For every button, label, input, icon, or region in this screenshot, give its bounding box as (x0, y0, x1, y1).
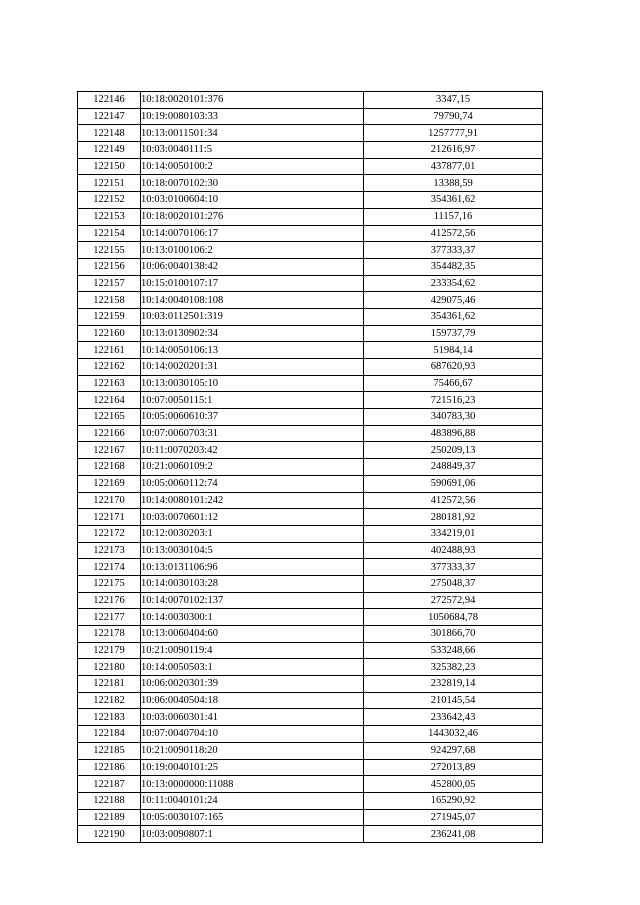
value-cell: 721516,23 (364, 392, 543, 409)
table-row (78, 776, 543, 793)
table-row (78, 108, 543, 125)
row-number-cell: 122190 (78, 826, 141, 843)
value-cell: 533248,66 (364, 642, 543, 659)
cadastral-number-cell: 10:14:0070106:17 (141, 225, 364, 242)
table-row (78, 575, 543, 592)
row-number-cell: 122148 (78, 125, 141, 142)
cadastral-number-cell: 10:13:0130902:34 (141, 325, 364, 342)
row-number-cell: 122157 (78, 275, 141, 292)
table-row (78, 275, 543, 292)
value-cell: 377333,37 (364, 242, 543, 259)
table-row (78, 792, 543, 809)
cadastral-number-cell: 10:14:0030103:28 (141, 575, 364, 592)
value-cell: 590691,06 (364, 475, 543, 492)
cadastral-number-cell: 10:13:0011501:34 (141, 125, 364, 142)
row-number-cell: 122152 (78, 192, 141, 209)
cadastral-number-cell: 10:18:0070102:30 (141, 175, 364, 192)
table-row (78, 359, 543, 376)
value-cell: 340783,30 (364, 409, 543, 426)
value-cell: 354361,62 (364, 192, 543, 209)
cadastral-number-cell: 10:14:0030300:1 (141, 609, 364, 626)
table-row (78, 192, 543, 209)
cadastral-number-cell: 10:14:0050503:1 (141, 659, 364, 676)
table-row (78, 125, 543, 142)
row-number-cell: 122184 (78, 726, 141, 743)
row-number-cell: 122176 (78, 592, 141, 609)
row-number-cell: 122169 (78, 475, 141, 492)
cadastral-number-cell: 10:13:0131106:96 (141, 559, 364, 576)
row-number-cell: 122171 (78, 509, 141, 526)
value-cell: 236241,08 (364, 826, 543, 843)
table-row (78, 475, 543, 492)
row-number-cell: 122173 (78, 542, 141, 559)
row-number-cell: 122162 (78, 359, 141, 376)
value-cell: 272013,89 (364, 759, 543, 776)
table-row (78, 676, 543, 693)
table-row (78, 92, 543, 109)
value-cell: 1257777,91 (364, 125, 543, 142)
row-number-cell: 122179 (78, 642, 141, 659)
row-number-cell: 122151 (78, 175, 141, 192)
table-row (78, 258, 543, 275)
row-number-cell: 122155 (78, 242, 141, 259)
value-cell: 354482,35 (364, 258, 543, 275)
value-cell: 233354,62 (364, 275, 543, 292)
cadastral-number-cell: 10:19:0080103:33 (141, 108, 364, 125)
value-cell: 412572,56 (364, 492, 543, 509)
value-cell: 437877,01 (364, 158, 543, 175)
row-number-cell: 122154 (78, 225, 141, 242)
table-row (78, 175, 543, 192)
table-row (78, 342, 543, 359)
value-cell: 232819,14 (364, 676, 543, 693)
value-cell: 1050684,78 (364, 609, 543, 626)
value-cell: 13388,59 (364, 175, 543, 192)
value-cell: 250209,13 (364, 442, 543, 459)
row-number-cell: 122188 (78, 792, 141, 809)
table-row (78, 659, 543, 676)
row-number-cell: 122161 (78, 342, 141, 359)
row-number-cell: 122153 (78, 208, 141, 225)
table-row (78, 726, 543, 743)
row-number-cell: 122186 (78, 759, 141, 776)
cadastral-number-cell: 10:15:0100107:17 (141, 275, 364, 292)
table-row (78, 809, 543, 826)
row-number-cell: 122170 (78, 492, 141, 509)
row-number-cell: 122180 (78, 659, 141, 676)
table-row (78, 375, 543, 392)
cadastral-number-cell: 10:14:0020201:31 (141, 359, 364, 376)
table-row (78, 392, 543, 409)
value-cell: 483896,88 (364, 425, 543, 442)
table-row (78, 626, 543, 643)
cadastral-number-cell: 10:18:0020101:376 (141, 92, 364, 109)
row-number-cell: 122187 (78, 776, 141, 793)
row-number-cell: 122146 (78, 92, 141, 109)
row-number-cell: 122168 (78, 459, 141, 476)
row-number-cell: 122158 (78, 292, 141, 309)
value-cell: 412572,56 (364, 225, 543, 242)
row-number-cell: 122166 (78, 425, 141, 442)
cadastral-number-cell: 10:13:0030105:10 (141, 375, 364, 392)
table-row (78, 709, 543, 726)
row-number-cell: 122185 (78, 742, 141, 759)
row-number-cell: 122189 (78, 809, 141, 826)
table-row (78, 509, 543, 526)
cadastral-number-cell: 10:05:0030107:165 (141, 809, 364, 826)
row-number-cell: 122174 (78, 559, 141, 576)
row-number-cell: 122160 (78, 325, 141, 342)
value-cell: 233642,43 (364, 709, 543, 726)
value-cell: 1443032,46 (364, 726, 543, 743)
table-row (78, 442, 543, 459)
row-number-cell: 122182 (78, 692, 141, 709)
value-cell: 248849,37 (364, 459, 543, 476)
cadastral-number-cell: 10:06:0040504:18 (141, 692, 364, 709)
value-cell: 3347,15 (364, 92, 543, 109)
cadastral-number-cell: 10:03:0060301:41 (141, 709, 364, 726)
value-cell: 924297,68 (364, 742, 543, 759)
cadastral-number-cell: 10:18:0020101:276 (141, 208, 364, 225)
table-row (78, 242, 543, 259)
cadastral-number-cell: 10:13:0060404:60 (141, 626, 364, 643)
table-row (78, 308, 543, 325)
table-row (78, 742, 543, 759)
cadastral-number-cell: 10:05:0060112:74 (141, 475, 364, 492)
table-row (78, 325, 543, 342)
cadastral-number-cell: 10:07:0040704:10 (141, 726, 364, 743)
row-number-cell: 122164 (78, 392, 141, 409)
table-row (78, 225, 543, 242)
cadastral-value-table (77, 91, 543, 843)
row-number-cell: 122156 (78, 258, 141, 275)
cadastral-number-cell: 10:05:0060610:37 (141, 409, 364, 426)
cadastral-number-cell: 10:14:0050106:13 (141, 342, 364, 359)
cadastral-number-cell: 10:14:0050100:2 (141, 158, 364, 175)
row-number-cell: 122175 (78, 575, 141, 592)
value-cell: 271945,07 (364, 809, 543, 826)
table-row (78, 826, 543, 843)
row-number-cell: 122167 (78, 442, 141, 459)
value-cell: 275048,37 (364, 575, 543, 592)
table-row (78, 759, 543, 776)
cadastral-number-cell: 10:13:0000000:11088 (141, 776, 364, 793)
table-row (78, 692, 543, 709)
cadastral-number-cell: 10:14:0070102:137 (141, 592, 364, 609)
cadastral-number-cell: 10:03:0112501:319 (141, 308, 364, 325)
cadastral-number-cell: 10:03:0100604:10 (141, 192, 364, 209)
table-row (78, 542, 543, 559)
table-row (78, 559, 543, 576)
value-cell: 280181,92 (364, 509, 543, 526)
value-cell: 334219,01 (364, 525, 543, 542)
cadastral-number-cell: 10:07:0060703:31 (141, 425, 364, 442)
value-cell: 301866,70 (364, 626, 543, 643)
value-cell: 51984,14 (364, 342, 543, 359)
row-number-cell: 122177 (78, 609, 141, 626)
cadastral-number-cell: 10:11:0040101:24 (141, 792, 364, 809)
value-cell: 79790,74 (364, 108, 543, 125)
row-number-cell: 122149 (78, 142, 141, 159)
table-row (78, 592, 543, 609)
cadastral-number-cell: 10:06:0020301:39 (141, 676, 364, 693)
value-cell: 354361,62 (364, 308, 543, 325)
cadastral-number-cell: 10:03:0090807:1 (141, 826, 364, 843)
row-number-cell: 122159 (78, 308, 141, 325)
table-row (78, 142, 543, 159)
row-number-cell: 122147 (78, 108, 141, 125)
cadastral-number-cell: 10:07:0050115:1 (141, 392, 364, 409)
table-row (78, 208, 543, 225)
cadastral-number-cell: 10:21:0090118:20 (141, 742, 364, 759)
cadastral-number-cell: 10:13:0100106:2 (141, 242, 364, 259)
table-row (78, 642, 543, 659)
value-cell: 377333,37 (364, 559, 543, 576)
cadastral-number-cell: 10:03:0070601:12 (141, 509, 364, 526)
value-cell: 687620,93 (364, 359, 543, 376)
row-number-cell: 122163 (78, 375, 141, 392)
cadastral-number-cell: 10:19:0040101:25 (141, 759, 364, 776)
table-row (78, 492, 543, 509)
value-cell: 75466,67 (364, 375, 543, 392)
value-cell: 325382,23 (364, 659, 543, 676)
table-row (78, 609, 543, 626)
value-cell: 452800,05 (364, 776, 543, 793)
value-cell: 210145,54 (364, 692, 543, 709)
cadastral-number-cell: 10:11:0070203:42 (141, 442, 364, 459)
table-row (78, 525, 543, 542)
row-number-cell: 122178 (78, 626, 141, 643)
cadastral-number-cell: 10:21:0090119:4 (141, 642, 364, 659)
cadastral-number-cell: 10:12:0030203:1 (141, 525, 364, 542)
value-cell: 159737,79 (364, 325, 543, 342)
table-row (78, 459, 543, 476)
table-row (78, 158, 543, 175)
value-cell: 402488,93 (364, 542, 543, 559)
row-number-cell: 122150 (78, 158, 141, 175)
row-number-cell: 122181 (78, 676, 141, 693)
row-number-cell: 122165 (78, 409, 141, 426)
cadastral-number-cell: 10:06:0040138:42 (141, 258, 364, 275)
value-cell: 272572,94 (364, 592, 543, 609)
cadastral-number-cell: 10:13:0030104:5 (141, 542, 364, 559)
table-row (78, 409, 543, 426)
table-row (78, 425, 543, 442)
value-cell: 212616,97 (364, 142, 543, 159)
row-number-cell: 122183 (78, 709, 141, 726)
table-row (78, 292, 543, 309)
table-body (78, 92, 543, 843)
cadastral-number-cell: 10:21:0060109:2 (141, 459, 364, 476)
value-cell: 11157,16 (364, 208, 543, 225)
cadastral-number-cell: 10:03:0040111:5 (141, 142, 364, 159)
row-number-cell: 122172 (78, 525, 141, 542)
cadastral-number-cell: 10:14:0080101:242 (141, 492, 364, 509)
cadastral-number-cell: 10:14:0040108:108 (141, 292, 364, 309)
value-cell: 429075,46 (364, 292, 543, 309)
value-cell: 165290,92 (364, 792, 543, 809)
